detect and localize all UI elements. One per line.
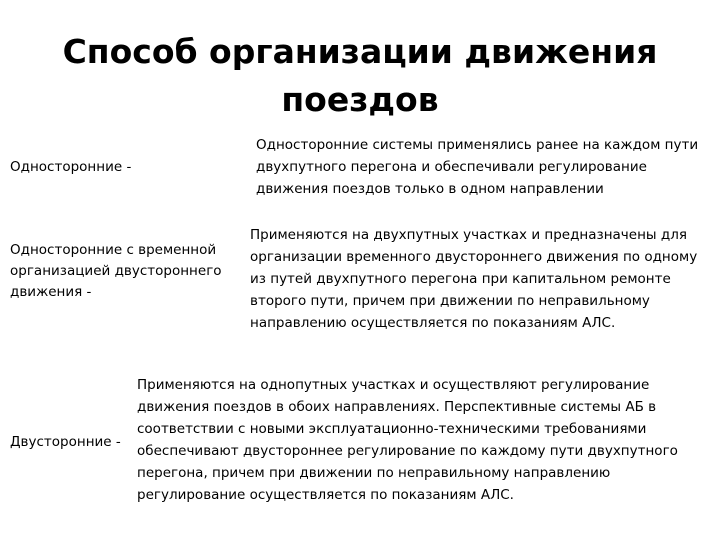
row-label-one-way: Односторонние - <box>10 159 132 175</box>
row-description-one-way: Односторонние системы применялись ранее на каждом пути двухпутного перегона и обеспечивали регулирование движения поездов только в одном направлении <box>256 137 699 197</box>
row-label-two-way: Двусторонние - <box>10 434 121 450</box>
row-description-two-way: Применяются на однопутных участках и осуществляют регулирование движения поездов в обоих направлениях. Перспективные системы АБ в соответствии с новыми эксплуатационно-техническими требованиями обеспечивают двустороннее регулирование по каждому пути двухпутного перегона, причем при движении по неправильному направлению регулирование осуществляется по показаниям АЛС. <box>137 377 678 503</box>
row-description-one-way-temporary-two-way: Применяются на двухпутных участках и предназначены для организации временного двустороннего движения по одному из путей двухпутного перегона при капитальном ремонте второго пути, причем при движении по неправильному направлению осуществляется по показаниям АЛС. <box>250 227 698 331</box>
slide-title: Способ организации движения поездов <box>62 32 658 119</box>
row-label-one-way-temporary-two-way: Односторонние с временной организацией двустороннего движения - <box>10 242 222 300</box>
